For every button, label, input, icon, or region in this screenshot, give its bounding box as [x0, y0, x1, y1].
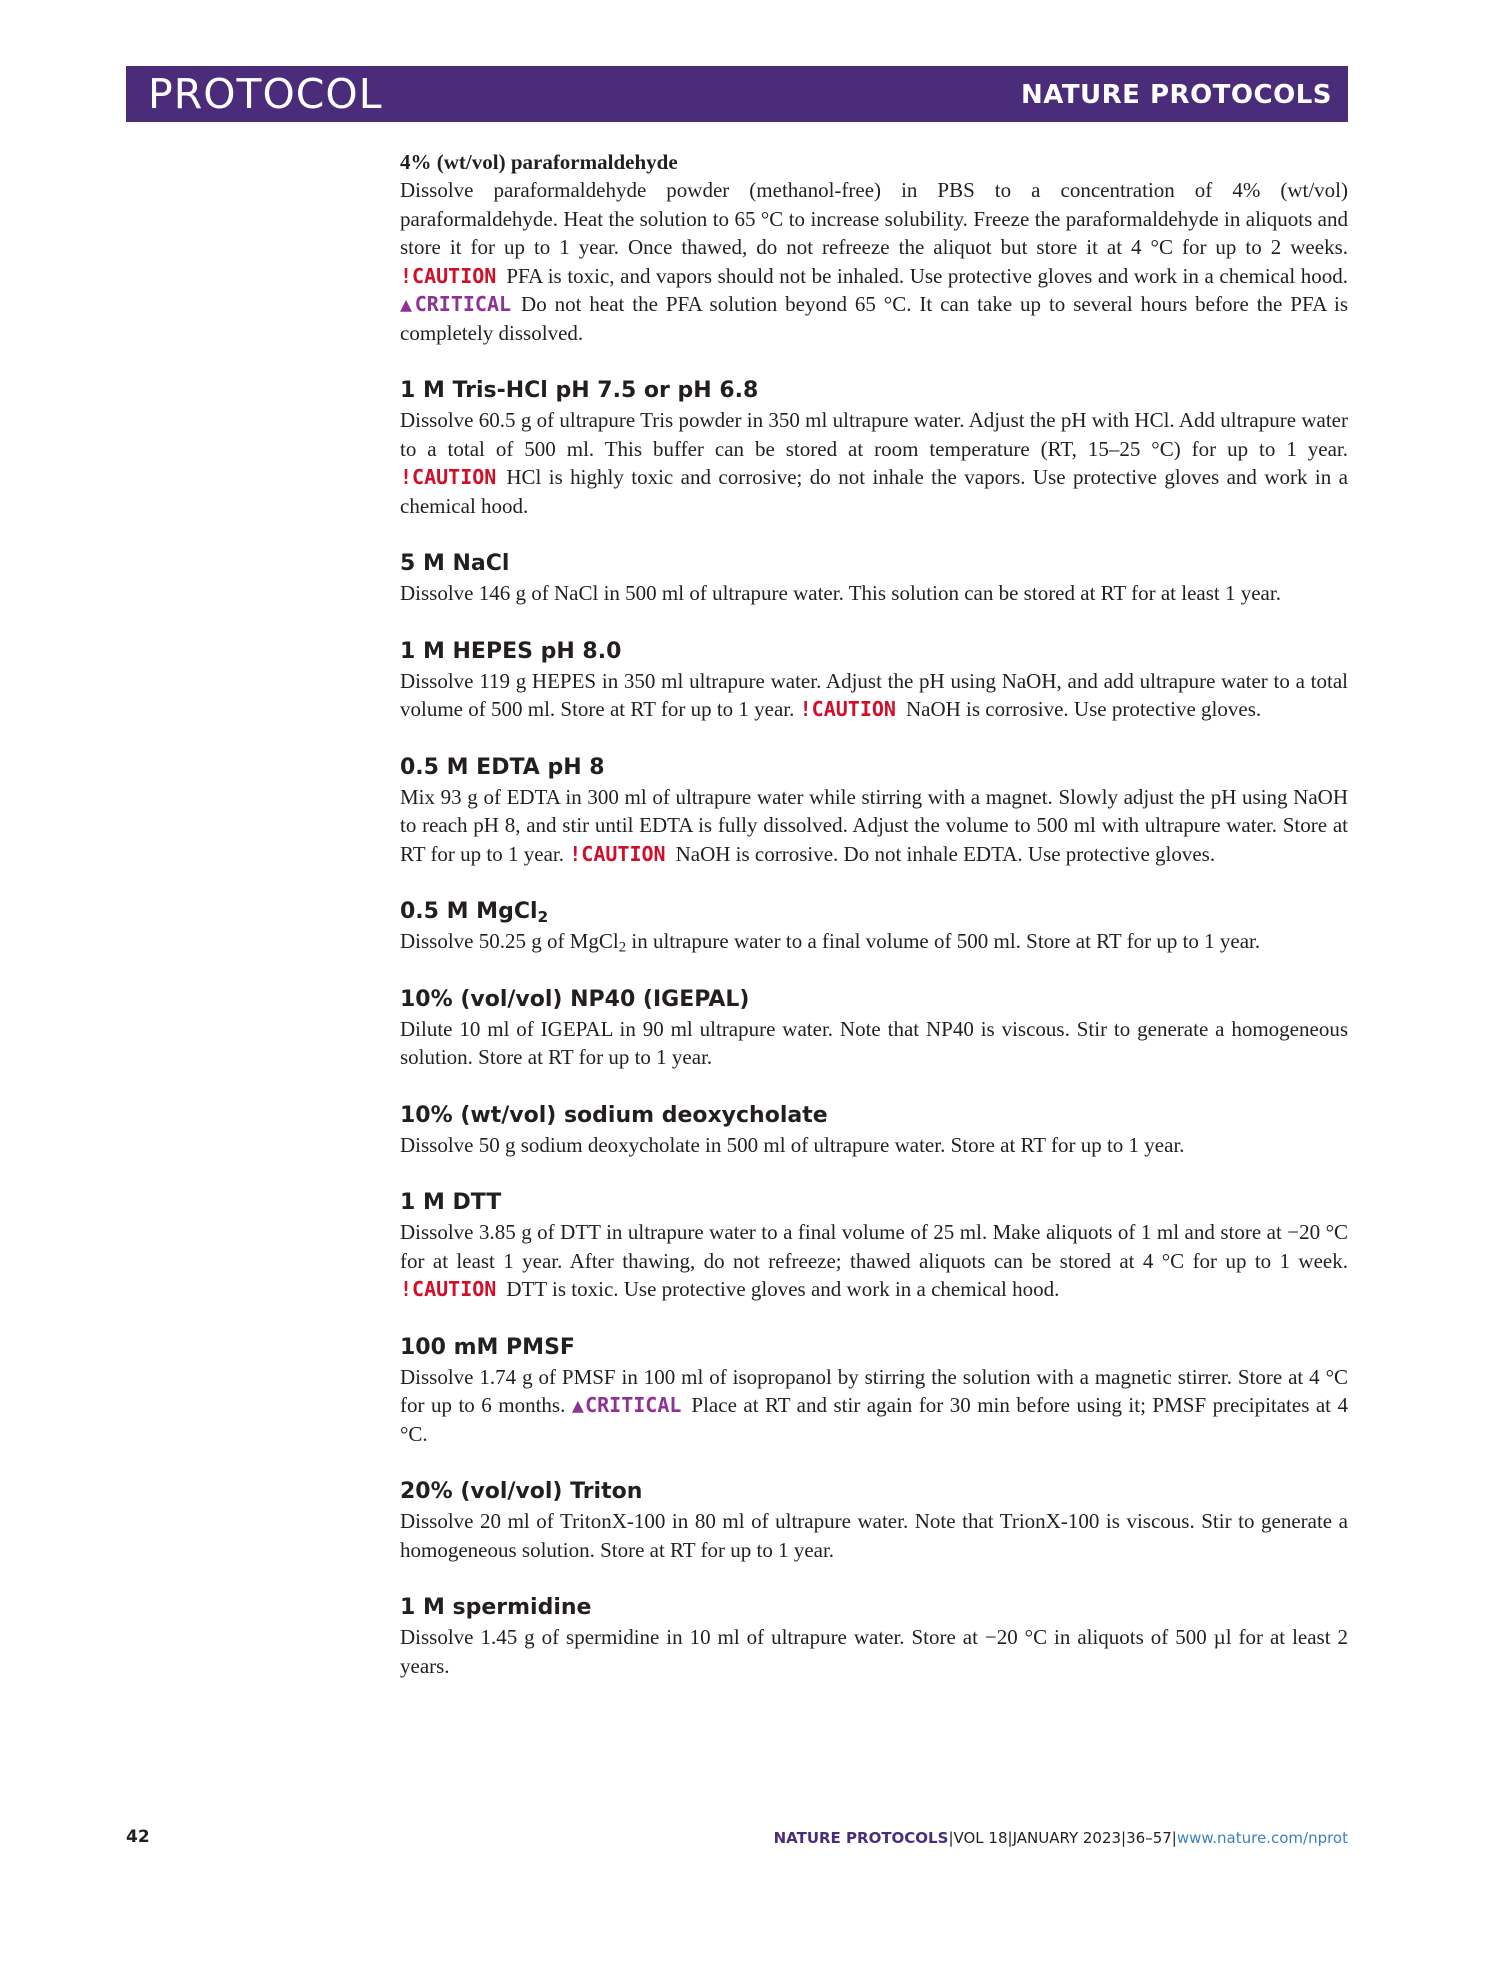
reagent-dtt	[400, 1188, 1348, 1304]
header-bar	[126, 66, 1348, 122]
reagent-title: 100 mM PMSF	[400, 1334, 575, 1360]
reagent-text-part: Dissolve paraformaldehyde powder (methanol-free) in PBS to a concentration of 4% (wt/vol) paraformaldehyde. Heat the solution to 65 °C to increase solubility. Freeze the paraformaldehyde in aliquots and store it for up to 1 year. Once thawed, do not refreeze the aliquot but store it at 4 °C for up to 2 weeks.	[400, 178, 1348, 259]
main-content	[400, 148, 1348, 1709]
reagent-title: 20% (vol/vol) Triton	[400, 1479, 643, 1504]
reagent-title: 10% (vol/vol) NP40 (IGEPAL)	[400, 986, 750, 1012]
reagent-title: 4% (wt/vol) paraformaldehyde	[400, 150, 678, 174]
reagent-title	[400, 897, 1348, 927]
critical-text: Do not heat the PFA solution beyond 65 °C. It can take up to several hours before the PFA is completely dissolved.	[400, 292, 1349, 345]
footer-pages: 36–57	[1126, 1829, 1172, 1847]
caution-text: NaOH is corrosive. Do not inhale EDTA. Use protective gloves.	[675, 841, 1216, 866]
footer-separator: |	[948, 1829, 954, 1847]
caution-text: NaOH is corrosive. Use protective gloves.	[905, 697, 1262, 721]
footer-separator: |	[1007, 1829, 1013, 1847]
caution-text: HCl is highly toxic and corrosive; do not inhale the vapors. Use protective gloves and work in a chemical hood.	[400, 465, 1348, 518]
section-type-label: PROTOCOL	[148, 70, 383, 118]
page-number: 42	[126, 1827, 150, 1847]
reagent-text-part: Dissolve 1.74 g of PMSF in 100 ml of isopropanol by stirring the solution with a magnetic stirrer. Store at 4 °C for up to 6 months.	[400, 1364, 1348, 1417]
footer-separator: |	[1171, 1829, 1177, 1847]
caution-marker: !CAUTION	[569, 841, 666, 866]
text-subscript: 2	[618, 939, 627, 956]
reagent-text: Dissolve 146 g of NaCl in 500 ml of ultrapure water. This solution can be stored at RT for at least 1 year.	[400, 581, 1281, 605]
reagent-pmsf	[400, 1333, 1348, 1449]
reagent-pfa	[400, 148, 1348, 347]
title-subscript: 2	[537, 907, 549, 926]
reagent-text: Dilute 10 ml of IGEPAL in 90 ml ultrapure water. Note that NP40 is viscous. Stir to generate a homogeneous solution. Store at RT for up to 1 year.	[400, 1016, 1348, 1069]
critical-text: Place at RT and stir again for 30 min before using it; PMSF precipitates at 4 °C.	[400, 1393, 1349, 1446]
caution-text: PFA is toxic, and vapors should not be inhaled. Use protective gloves and work in a chemical hood.	[506, 263, 1348, 288]
reagent-title: 1 M Tris-HCl pH 7.5 or pH 6.8	[400, 378, 759, 403]
reagent-text	[400, 176, 1348, 347]
reagent-tris	[400, 376, 1348, 520]
reagent-text-part: in ultrapure water to a final volume of 500 ml. Store at RT for up to 1 year.	[626, 929, 1261, 953]
reagent-nacl	[400, 549, 1348, 608]
reagent-title: 0.5 M EDTA pH 8	[400, 754, 605, 780]
reagent-title: 1 M spermidine	[400, 1595, 592, 1620]
reagent-text	[400, 1218, 1348, 1304]
reagent-np40	[400, 985, 1348, 1072]
reagent-text	[400, 406, 1348, 520]
reagent-text-part: Mix 93 g of EDTA in 300 ml of ultrapure water while stirring with a magnet. Slowly adjust the pH using NaOH to reach pH 8, and stir until EDTA is fully dissolved. Adjust the volume to 500 ml with ultrapure water. Store at RT for up to 1 year.	[400, 784, 1348, 866]
reagent-text	[400, 783, 1348, 869]
reagent-title: 1 M HEPES pH 8.0	[400, 638, 622, 664]
critical-marker: ▲CRITICAL	[400, 292, 512, 316]
reagent-edta	[400, 753, 1348, 869]
reagent-text-part: Dissolve 60.5 g of ultrapure Tris powder in 350 ml ultrapure water. Adjust the pH with HCl. Add ultrapure water to a total of 500 ml. This buffer can be stored at room temperature (RT, 15–25 °C) for up to 1 year.	[400, 408, 1348, 461]
footer-citation	[774, 1829, 1348, 1847]
caution-text: DTT is toxic. Use protective gloves and work in a chemical hood.	[506, 1277, 1060, 1301]
reagent-hepes	[400, 637, 1348, 724]
reagent-triton	[400, 1477, 1348, 1564]
reagent-title: 10% (wt/vol) sodium deoxycholate	[400, 1102, 828, 1128]
reagent-deoxycholate	[400, 1101, 1348, 1160]
reagent-text: Dissolve 50 g sodium deoxycholate in 500 ml of ultrapure water. Store at RT for up to 1 year.	[400, 1132, 1185, 1157]
footer-volume: VOL 18	[953, 1829, 1008, 1847]
reagent-text-part: Dissolve 50.25 g of MgCl	[400, 929, 619, 953]
caution-marker: !CAUTION	[799, 697, 896, 721]
reagent-text	[400, 1363, 1348, 1449]
reagent-text: Dissolve 1.45 g of spermidine in 10 ml of ultrapure water. Store at −20 °C in aliquots of 500 µl for at least 2 years.	[400, 1625, 1348, 1678]
title-main: 0.5 M MgCl	[400, 899, 538, 924]
footer-journal: NATURE PROTOCOLS	[773, 1829, 949, 1847]
reagent-text-part: Dissolve 3.85 g of DTT in ultrapure water to a final volume of 25 ml. Make aliquots of 1 ml and store at −20 °C for at least 1 year. After thawing, do not refreeze; thawed aliquots can be stored at 4 °C for up to 1 week.	[400, 1220, 1348, 1273]
footer-separator: |	[1121, 1829, 1127, 1847]
reagent-text: Dissolve 20 ml of TritonX-100 in 80 ml of ultrapure water. Note that TrionX-100 is viscous. Stir to generate a homogeneous solution. Store at RT for up to 1 year.	[400, 1509, 1348, 1562]
reagent-spermidine	[400, 1593, 1348, 1680]
footer-date: JANUARY 2023	[1012, 1829, 1122, 1847]
reagent-mgcl2	[400, 897, 1348, 956]
reagent-title: 5 M NaCl	[400, 551, 510, 576]
reagent-title: 1 M DTT	[400, 1190, 502, 1215]
reagent-text-part: Dissolve 119 g HEPES in 350 ml ultrapure water. Adjust the pH using NaOH, and add ultrapure water to a total volume of 500 ml. Store at RT for up to 1 year.	[400, 668, 1348, 721]
journal-name: NATURE PROTOCOLS	[1020, 80, 1332, 110]
caution-marker: !CAUTION	[400, 263, 497, 288]
caution-marker: !CAUTION	[400, 1277, 497, 1301]
caution-marker: !CAUTION	[400, 465, 497, 489]
reagent-text	[400, 927, 1348, 956]
critical-marker: ▲CRITICAL	[571, 1393, 682, 1417]
reagent-text	[400, 667, 1348, 724]
footer-url-link[interactable]: www.nature.com/nprot	[1176, 1829, 1348, 1847]
